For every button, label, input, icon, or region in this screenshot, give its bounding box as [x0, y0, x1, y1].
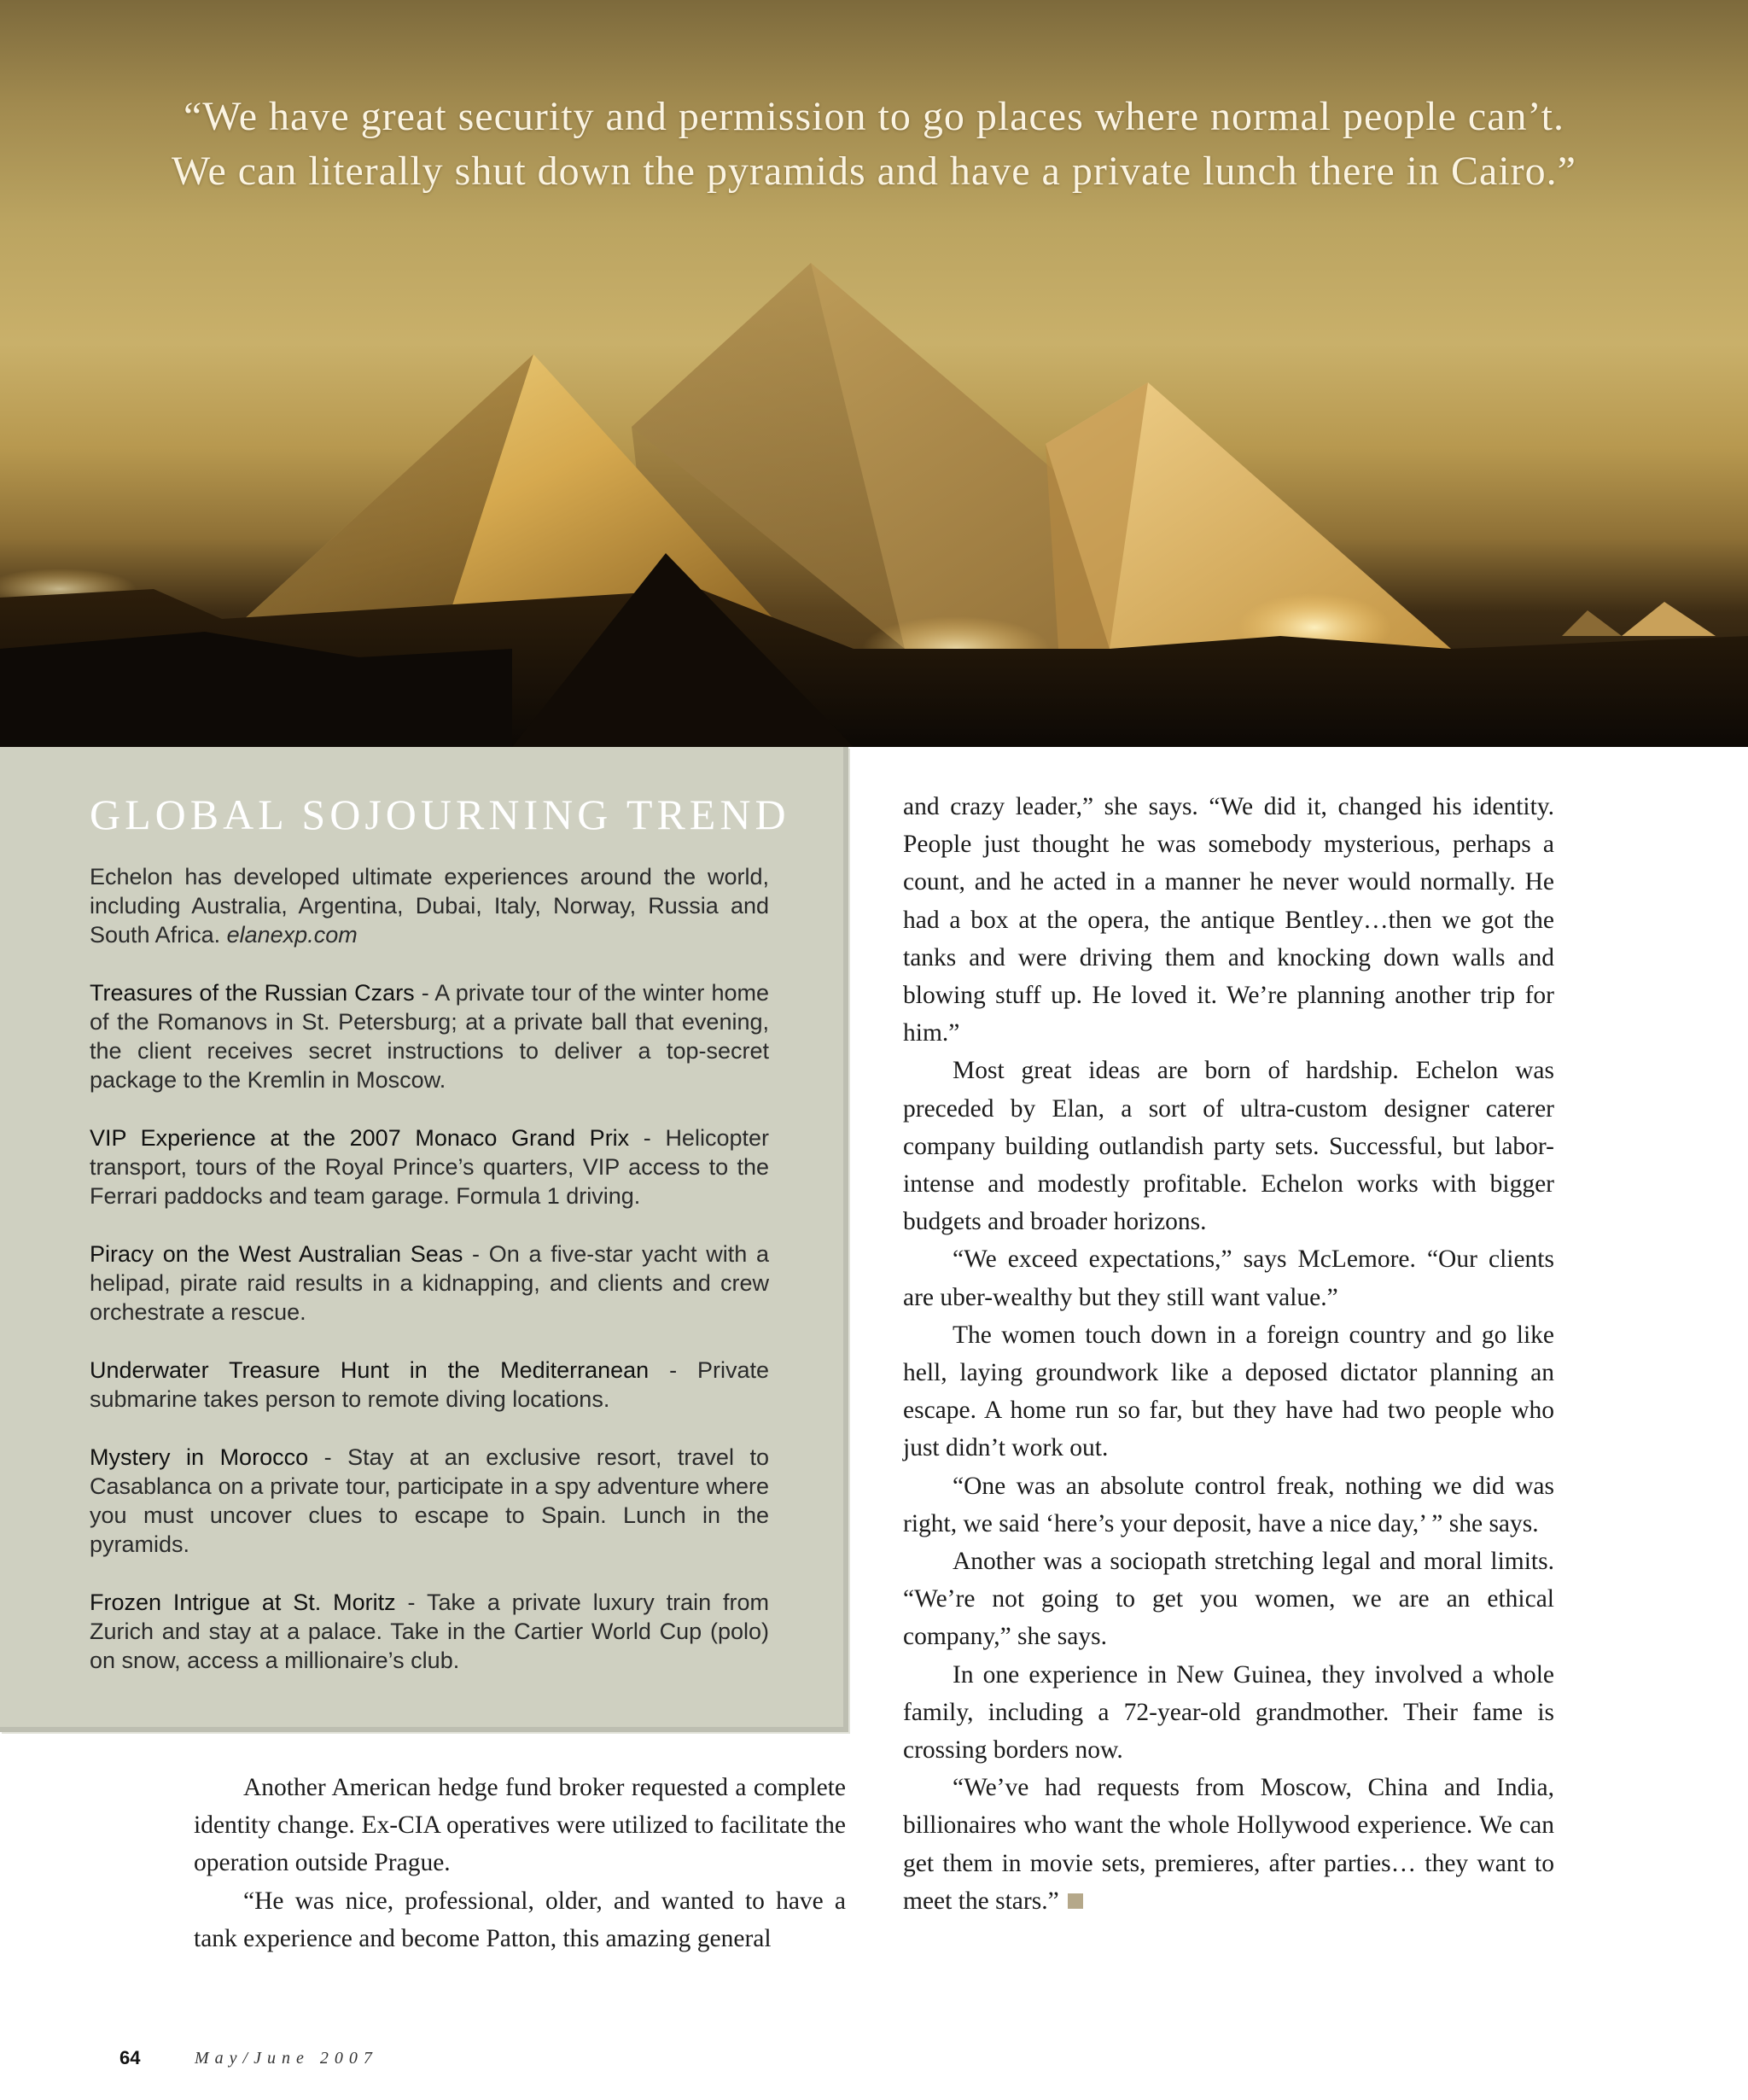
- article-paragraph: Another was a sociopath stretching legal and moral limits. “We’re not going to get you women, we are an ethical company,” she says.: [903, 1548, 1554, 1651]
- article-paragraph-last: “We’ve had requests from Moscow, China and India, billionaires who want the whole Hollywood experience. We can get them in movie sets, premieres, after parties… they want to meet the stars.”: [903, 1774, 1554, 1915]
- experience-item: Mystery in Morocco - Stay at an exclusive resort, travel to Casablanca on a private tour, participate in a spy adventure where you must uncover clues to escape to Spain. Lunch in the pyramids.: [90, 1444, 769, 1557]
- experience-name: Mystery in Morocco: [90, 1444, 309, 1470]
- article-paragraph: Another American hedge fund broker requested a complete identity change. Ex-CIA operatives were utilized to facilitate the operation outside Prague.: [194, 1774, 846, 1877]
- experience-item: Treasures of the Russian Czars - A private tour of the winter home of the Romanovs in St. Petersburg; at a private ball that evening, the client receives secret instructions to deliver a top-secret package to the Kremlin in Moscow.: [90, 980, 769, 1093]
- article-paragraph: “He was nice, professional, older, and wanted to have a tank experience and become Patton, this amazing general: [194, 1887, 846, 1952]
- experience-item: Piracy on the West Australian Seas - On a five-star yacht with a helipad, pirate raid results in a kidnapping, and clients and crew orchestrate a rescue.: [90, 1241, 769, 1325]
- experience-name: Frozen Intrigue at St. Moritz: [90, 1590, 396, 1615]
- pull-quote-line: “We have great security and permission to go places where normal people can’t.: [183, 94, 1564, 139]
- pull-quote: [0, 90, 1748, 199]
- website-link[interactable]: elanexp.com: [226, 922, 358, 948]
- article-column-right: [903, 788, 1554, 1920]
- experience-item: VIP Experience at the 2007 Monaco Grand Prix - Helicopter transport, tours of the Royal Prince’s quarters, VIP access to the Ferrari paddocks and team garage. Formula 1 driving.: [90, 1125, 769, 1209]
- experience-description: Stay at an exclusive resort, travel to Casablanca on a private tour, participate in a spy adventure where you must uncover clues to escape to Spain. Lunch in the pyramids.: [90, 1444, 769, 1557]
- experience-description: Take a private luxury train from Zurich and stay at a palace. Take in the Cartier World Cup (polo) on snow, access a millionaire’s club.: [90, 1590, 770, 1673]
- experience-description: On a five-star yacht with a helipad, pirate raid results in a kidnapping, and clients and crew orchestrate a rescue.: [90, 1241, 769, 1325]
- experience-name: Treasures of the Russian Czars: [90, 980, 415, 1006]
- sidebar-intro-text: Echelon has developed ultimate experiences around the world, including Australia, Argentina, Dubai, Italy, Norway, Russia and South Africa.: [90, 864, 769, 948]
- hero-photo: [0, 0, 1748, 747]
- experience-name: Piracy on the West Australian Seas: [90, 1241, 463, 1267]
- article-paragraph: Most great ideas are born of hardship. Echelon was preceded by Elan, a sort of ultra-custom designer caterer company building outlandish party sets. Successful, but labor-intense and modestly profitable. Echelon works with bigger budgets and broader horizons.: [903, 1057, 1554, 1236]
- article-column-left: [194, 1769, 846, 1957]
- pull-quote-line: We can literally shut down the pyramids and have a private lunch there in Cairo.”: [172, 149, 1576, 194]
- end-of-article-mark: [1068, 1893, 1083, 1909]
- sidebar-title: GLOBAL SOJOURNING TREND: [90, 790, 790, 838]
- sidebar-intro: [90, 862, 769, 949]
- article-paragraph: “One was an absolute control freak, nothing we did was right, we said ‘here’s your deposit, have a nice day,’ ” she says.: [903, 1472, 1554, 1537]
- experience-description: Helicopter transport, tours of the Royal Prince’s quarters, VIP access to the Ferrari paddocks and team garage. Formula 1 driving.: [90, 1125, 769, 1209]
- experience-item: Underwater Treasure Hunt in the Mediterranean - Private submarine takes person to remote diving locations.: [90, 1357, 769, 1412]
- experience-item: Frozen Intrigue at St. Moritz - Take a private luxury train from Zurich and stay at a palace. Take in the Cartier World Cup (polo) on snow, access a millionaire’s club.: [90, 1590, 770, 1673]
- article-paragraph: In one experience in New Guinea, they involved a whole family, including a 72-year-old grandmother. Their fame is crossing borders now.: [903, 1660, 1554, 1765]
- article-paragraph: “We exceed expectations,” says McLemore. “Our clients are uber-wealthy but they still want value.”: [903, 1245, 1554, 1311]
- article-paragraph: and crazy leader,” she says. “We did it, changed his identity. People just thought he was somebody mysterious, perhaps a count, and he acted in a manner he never would normally. He had a box at the opera, the antique Bentley…then we got the tanks and were driving them and knocking down walls and blowing stuff up. He loved it. We’re planning another trip for him.”: [903, 793, 1554, 1047]
- page-number: 64: [119, 2047, 141, 2068]
- article-paragraph: The women touch down in a foreign country and go like hell, laying groundwork like a deposed dictator planning an escape. A home run so far, but they have had two people who just didn’t work out.: [903, 1321, 1554, 1462]
- issue-date: May/June 2007: [195, 2049, 378, 2068]
- experience-name: VIP Experience at the 2007 Monaco Grand Prix: [90, 1125, 630, 1151]
- experience-name: Underwater Treasure Hunt in the Mediterranean: [90, 1357, 650, 1383]
- experience-description: Private submarine takes person to remote diving locations.: [90, 1357, 769, 1412]
- sidebar-body: [90, 862, 769, 1704]
- sidebar-box: [0, 747, 848, 1732]
- experience-description: A private tour of the winter home of the Romanovs in St. Petersburg; at a private ball that evening, the client receives secret instructions to deliver a top-secret package to the Kremlin in Moscow.: [90, 980, 769, 1093]
